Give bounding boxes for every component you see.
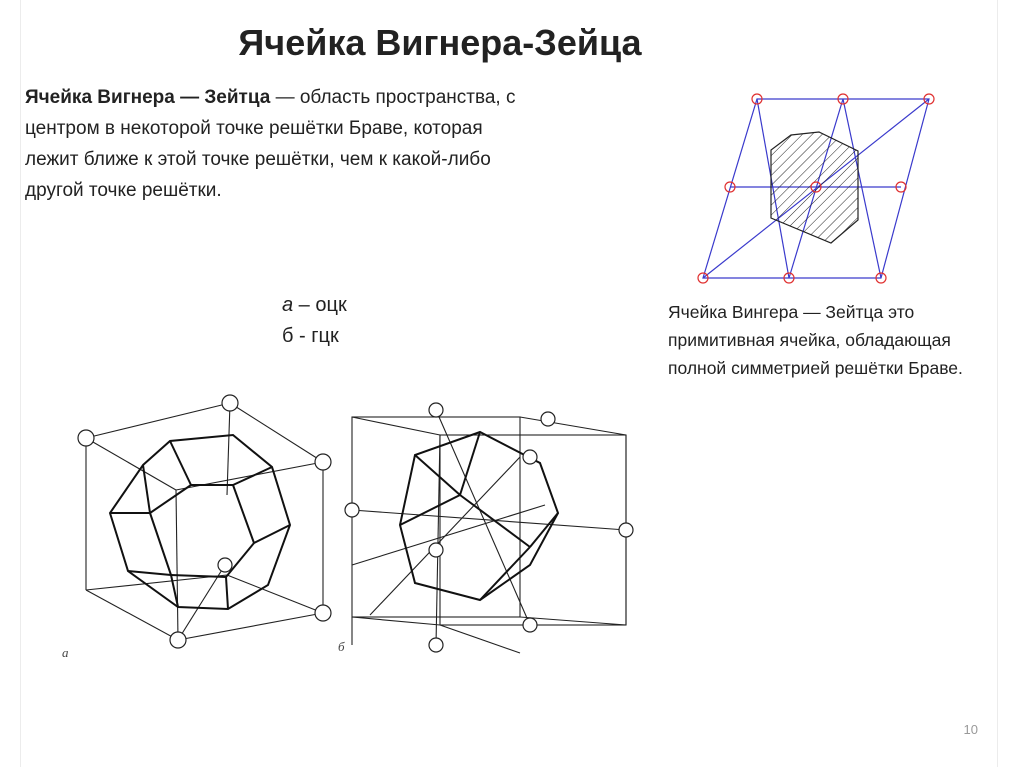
side-caption: Ячейка Вингера — Зейтца это примитивная ячейка, обладающая полной симметрией решётки Браве. — [668, 302, 963, 378]
definition-term: Ячейка Вигнера — Зейтца — [25, 87, 271, 108]
definition-body: — область пространства, с центром в некоторой точке решётки Браве, которая лежит ближе к этой точке решётки, чем к какой-либо другой точке решётки. — [25, 87, 516, 201]
bcc-wigner-seitz-cell-figure — [50, 385, 350, 675]
figure-label-fcc: б — [338, 639, 345, 654]
wigner-seitz-2d-diagram — [690, 88, 930, 288]
slide-title: Ячейка Вигнера-Зейца — [238, 22, 642, 63]
legend-line-bcc — [282, 290, 347, 321]
fcc-wigner-seitz-cell-figure — [330, 385, 630, 675]
wigner-seitz-cell — [771, 132, 858, 243]
legend-letter-a: а — [282, 294, 294, 316]
legend-bcc-text: – оцк — [293, 294, 347, 316]
legend — [282, 290, 347, 352]
legend-line-fcc: б - гцк — [282, 325, 339, 347]
page-number: 10 — [963, 722, 978, 737]
definition-text — [25, 82, 525, 206]
figure-label-bcc: а — [62, 645, 69, 660]
